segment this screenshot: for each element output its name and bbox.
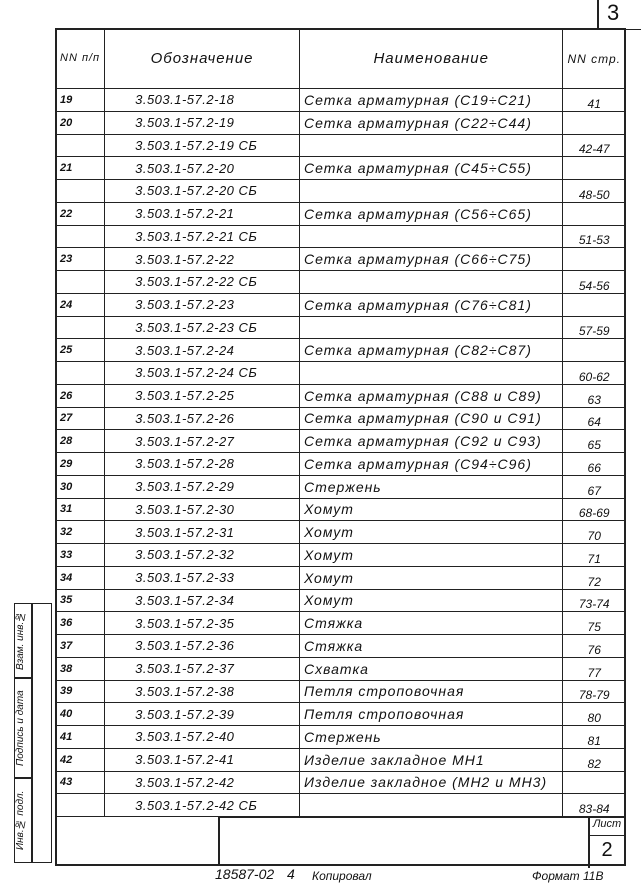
header-pages: NN стр.	[563, 29, 626, 89]
table-row	[56, 498, 626, 521]
row-name: Сетка арматурная (С56÷С65)	[300, 202, 563, 225]
table-row	[56, 635, 626, 658]
row-name: Изделие закладное МН1	[300, 748, 563, 771]
row-designation: 3.503.1-57.2-39	[105, 703, 300, 726]
row-designation: 3.503.1-57.2-42	[105, 771, 300, 794]
row-name	[300, 362, 563, 385]
row-pages: 80	[563, 703, 626, 726]
row-designation: 3.503.1-57.2-31	[105, 521, 300, 544]
row-name: Сетка арматурная (С88 и С89)	[300, 384, 563, 407]
row-name: Стяжка	[300, 612, 563, 635]
row-num: 34	[56, 566, 105, 589]
table-row	[56, 339, 626, 362]
row-pages: 51-53	[563, 225, 626, 248]
table-row	[56, 680, 626, 703]
row-num: 31	[56, 498, 105, 521]
row-pages: 42-47	[563, 134, 626, 157]
row-num: 42	[56, 748, 105, 771]
table-row	[56, 544, 626, 567]
row-pages	[563, 293, 626, 316]
header-name: Наименование	[300, 29, 563, 89]
row-name: Сетка арматурная (С82÷С87)	[300, 339, 563, 362]
row-num: 39	[56, 680, 105, 703]
row-pages: 72	[563, 566, 626, 589]
row-designation: 3.503.1-57.2-25	[105, 384, 300, 407]
row-designation: 3.503.1-57.2-35	[105, 612, 300, 635]
sheet-label: Лист	[590, 818, 624, 836]
row-pages	[563, 248, 626, 271]
table-row	[56, 475, 626, 498]
sheet-cell	[588, 818, 624, 868]
row-num: 43	[56, 771, 105, 794]
row-designation: 3.503.1-57.2-41	[105, 748, 300, 771]
row-num: 27	[56, 407, 105, 430]
row-designation: 3.503.1-57.2-33	[105, 566, 300, 589]
row-num: 23	[56, 248, 105, 271]
row-num: 19	[56, 89, 105, 112]
row-num: 41	[56, 726, 105, 749]
row-designation: 3.503.1-57.2-40	[105, 726, 300, 749]
table-row	[56, 794, 626, 817]
table-row	[56, 453, 626, 476]
table-row	[56, 316, 626, 339]
row-pages: 82	[563, 748, 626, 771]
row-num: 24	[56, 293, 105, 316]
row-name	[300, 271, 563, 294]
row-designation: 3.503.1-57.2-38	[105, 680, 300, 703]
table-row	[56, 384, 626, 407]
row-pages: 66	[563, 453, 626, 476]
row-designation: 3.503.1-57.2-29	[105, 475, 300, 498]
row-name	[300, 180, 563, 203]
row-designation: 3.503.1-57.2-27	[105, 430, 300, 453]
row-name: Стержень	[300, 726, 563, 749]
row-designation: 3.503.1-57.2-28	[105, 453, 300, 476]
row-num: 26	[56, 384, 105, 407]
row-name: Сетка арматурная (С92 и С93)	[300, 430, 563, 453]
row-designation: 3.503.1-57.2-24	[105, 339, 300, 362]
row-designation: 3.503.1-57.2-20 СБ	[105, 180, 300, 203]
row-pages: 77	[563, 657, 626, 680]
row-pages: 54-56	[563, 271, 626, 294]
row-name: Петля строповочная	[300, 703, 563, 726]
row-pages: 83-84	[563, 794, 626, 817]
row-num: 37	[56, 635, 105, 658]
inv-orig-label: Инв.№ подл.	[14, 778, 32, 863]
row-designation: 3.503.1-57.2-21 СБ	[105, 225, 300, 248]
row-pages: 78-79	[563, 680, 626, 703]
row-designation: 3.503.1-57.2-22 СБ	[105, 271, 300, 294]
contents-table	[55, 28, 626, 817]
row-designation: 3.503.1-57.2-19	[105, 111, 300, 134]
row-name: Хомут	[300, 566, 563, 589]
row-num	[56, 794, 105, 817]
table-row	[56, 134, 626, 157]
row-num: 30	[56, 475, 105, 498]
row-name	[300, 134, 563, 157]
table-row	[56, 748, 626, 771]
row-designation: 3.503.1-57.2-24 СБ	[105, 362, 300, 385]
row-pages: 67	[563, 475, 626, 498]
row-designation: 3.503.1-57.2-37	[105, 657, 300, 680]
table-row	[56, 521, 626, 544]
table-row	[56, 612, 626, 635]
row-designation: 3.503.1-57.2-23	[105, 293, 300, 316]
table-row	[56, 111, 626, 134]
row-name: Сетка арматурная (С66÷С75)	[300, 248, 563, 271]
row-num: 35	[56, 589, 105, 612]
row-pages: 76	[563, 635, 626, 658]
row-pages: 71	[563, 544, 626, 567]
table-row	[56, 589, 626, 612]
table-row	[56, 89, 626, 112]
row-pages	[563, 202, 626, 225]
row-pages: 63	[563, 384, 626, 407]
header-designation: Обозначение	[105, 29, 300, 89]
sheet-corner-number: 3	[597, 0, 641, 30]
row-name	[300, 794, 563, 817]
row-name: Сетка арматурная (С22÷С44)	[300, 111, 563, 134]
row-name	[300, 225, 563, 248]
table-row	[56, 726, 626, 749]
row-name: Хомут	[300, 521, 563, 544]
row-name: Хомут	[300, 589, 563, 612]
format-label: Формат 11В	[532, 869, 604, 883]
row-designation: 3.503.1-57.2-22	[105, 248, 300, 271]
row-pages: 75	[563, 612, 626, 635]
row-pages: 70	[563, 521, 626, 544]
row-designation: 3.503.1-57.2-26	[105, 407, 300, 430]
row-num: 38	[56, 657, 105, 680]
row-num: 32	[56, 521, 105, 544]
table-row	[56, 703, 626, 726]
row-num: 20	[56, 111, 105, 134]
sheet-number: 2	[601, 839, 613, 861]
row-name: Схватка	[300, 657, 563, 680]
sign-date-label: Подпись и дата	[14, 678, 32, 778]
table-row	[56, 407, 626, 430]
row-name: Сетка арматурная (С45÷С55)	[300, 157, 563, 180]
row-name: Сетка арматурная (С76÷С81)	[300, 293, 563, 316]
row-name: Сетка арматурная (С90 и С91)	[300, 407, 563, 430]
row-num: 22	[56, 202, 105, 225]
row-num: 40	[56, 703, 105, 726]
table-row	[56, 293, 626, 316]
row-num	[56, 316, 105, 339]
table-row	[56, 225, 626, 248]
header-num: NN п/п	[56, 29, 105, 89]
row-designation: 3.503.1-57.2-42 СБ	[105, 794, 300, 817]
table-row	[56, 202, 626, 225]
row-name: Сетка арматурная (С94÷С96)	[300, 453, 563, 476]
row-name: Стержень	[300, 475, 563, 498]
table-row	[56, 657, 626, 680]
row-name: Петля строповочная	[300, 680, 563, 703]
table-row	[56, 362, 626, 385]
row-name: Хомут	[300, 498, 563, 521]
row-name: Сетка арматурная (С19÷С21)	[300, 89, 563, 112]
row-name: Изделие закладное (МН2 и МН3)	[300, 771, 563, 794]
row-designation: 3.503.1-57.2-36	[105, 635, 300, 658]
row-designation: 3.503.1-57.2-18	[105, 89, 300, 112]
row-designation: 3.503.1-57.2-20	[105, 157, 300, 180]
row-pages: 68-69	[563, 498, 626, 521]
row-pages: 64	[563, 407, 626, 430]
row-pages: 48-50	[563, 180, 626, 203]
row-designation: 3.503.1-57.2-19 СБ	[105, 134, 300, 157]
row-pages: 81	[563, 726, 626, 749]
row-name: Стяжка	[300, 635, 563, 658]
row-designation: 3.503.1-57.2-34	[105, 589, 300, 612]
doc-number: 18587-02	[215, 866, 275, 882]
side-stamp	[14, 603, 54, 863]
table-row	[56, 430, 626, 453]
row-num	[56, 134, 105, 157]
row-pages	[563, 157, 626, 180]
row-pages	[563, 339, 626, 362]
side-stamp-cells	[32, 603, 52, 863]
table-row	[56, 771, 626, 794]
row-num	[56, 362, 105, 385]
row-num	[56, 180, 105, 203]
table-header	[56, 29, 626, 89]
row-name: Хомут	[300, 544, 563, 567]
copied-label: Копировал	[312, 869, 372, 883]
table-row	[56, 248, 626, 271]
row-pages	[563, 111, 626, 134]
row-designation: 3.503.1-57.2-21	[105, 202, 300, 225]
row-num: 29	[56, 453, 105, 476]
title-block	[218, 816, 626, 866]
row-pages: 65	[563, 430, 626, 453]
row-num: 36	[56, 612, 105, 635]
row-num: 21	[56, 157, 105, 180]
table-row	[56, 157, 626, 180]
table-row	[56, 180, 626, 203]
replace-inv-label: Взам. инв.№	[14, 603, 32, 678]
table-row	[56, 566, 626, 589]
table-row	[56, 271, 626, 294]
row-designation: 3.503.1-57.2-32	[105, 544, 300, 567]
row-pages: 57-59	[563, 316, 626, 339]
row-num	[56, 225, 105, 248]
row-num	[56, 271, 105, 294]
row-num: 25	[56, 339, 105, 362]
doc-sub: 4	[287, 866, 295, 882]
row-pages: 41	[563, 89, 626, 112]
row-pages: 60-62	[563, 362, 626, 385]
row-num: 28	[56, 430, 105, 453]
row-name	[300, 316, 563, 339]
row-pages: 73-74	[563, 589, 626, 612]
row-designation: 3.503.1-57.2-30	[105, 498, 300, 521]
row-num: 33	[56, 544, 105, 567]
row-designation: 3.503.1-57.2-23 СБ	[105, 316, 300, 339]
row-pages	[563, 771, 626, 794]
